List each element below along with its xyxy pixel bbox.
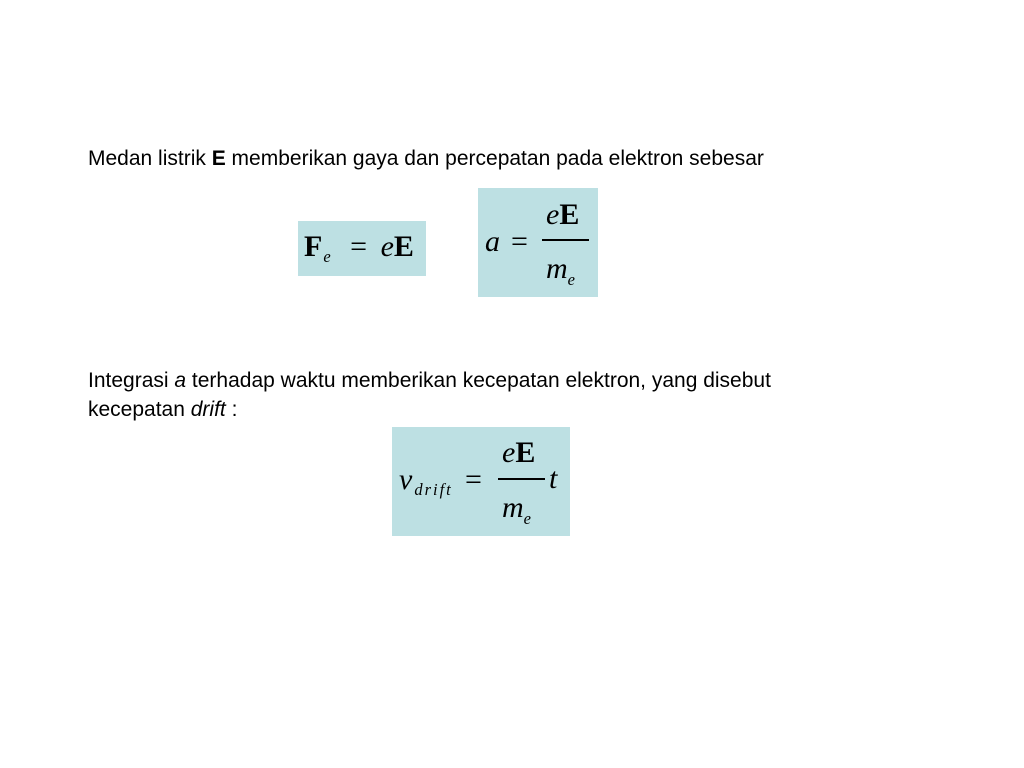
velocity-symbol: v [399, 463, 413, 496]
time-symbol: t [549, 462, 558, 495]
field-symbol: E [559, 198, 580, 231]
force-symbol: F [304, 230, 323, 263]
fraction-bar [542, 239, 589, 241]
field-symbol-bold: E [211, 147, 226, 170]
drift-subscript: drift [414, 480, 453, 499]
drift-paragraph-line2 [88, 396, 237, 424]
drift-text-after: terhadap waktu memberikan kecepatan elektron, yang disebut [186, 369, 771, 392]
mass-subscript: e [523, 509, 531, 528]
fraction-denominator [502, 491, 531, 528]
charge-symbol: e [502, 436, 516, 469]
intro-paragraph [88, 145, 764, 173]
acceleration-symbol-italic: a [174, 369, 187, 392]
mass-symbol: m [502, 491, 524, 524]
mass-subscript: e [567, 270, 575, 289]
equals-sign: = [465, 463, 482, 496]
drift-line2-after: : [225, 398, 238, 421]
drift-velocity-equation-box [392, 427, 570, 536]
fraction-numerator [546, 200, 579, 230]
charge-symbol: e [546, 198, 560, 231]
drift-paragraph-line1 [88, 367, 771, 395]
force-equation [304, 230, 414, 266]
fraction-numerator [502, 438, 535, 468]
force-subscript: e [323, 247, 331, 266]
intro-text-before: Medan listrik [88, 147, 212, 170]
mass-symbol: m [546, 252, 568, 285]
acceleration-equation-box [478, 188, 598, 297]
charge-symbol: e [380, 230, 394, 263]
drift-line2-before: kecepatan [88, 398, 191, 421]
acceleration-symbol: a [485, 225, 500, 258]
fraction-denominator [546, 252, 575, 289]
equals-sign: = [511, 225, 528, 258]
fraction-bar [498, 478, 545, 480]
force-equation-box [298, 221, 426, 276]
equals-sign: = [350, 230, 368, 263]
drift-word-italic: drift [190, 398, 226, 421]
field-symbol: E [393, 230, 414, 263]
field-symbol: E [515, 436, 536, 469]
drift-text-before: Integrasi [88, 369, 175, 392]
velocity-term [399, 463, 453, 499]
intro-text-after: memberikan gaya dan percepatan pada elektron sebesar [225, 147, 764, 170]
